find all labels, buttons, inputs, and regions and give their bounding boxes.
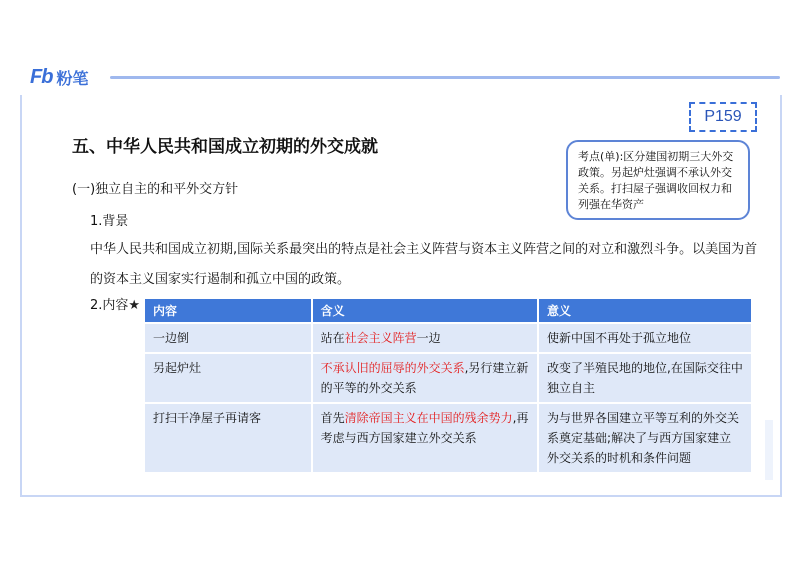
subheading-policy: (一)独立自主的和平外交方针 xyxy=(72,182,239,197)
meaning-cell xyxy=(312,323,538,353)
exam-point-note: 考点(单):区分建国初期三大外交政策。另起炉灶强调不承认外交关系。打扫屋子强调收回权力和列强在华资产 xyxy=(566,140,750,220)
header-significance: 意义 xyxy=(538,299,751,323)
brand-mark: Fb xyxy=(30,66,53,88)
background-paragraph: 中华人民共和国成立初期,国际关系最突出的特点是社会主义阵营与资本主义阵营之间的对立和激烈斗争。以美国为首的资本主义国家实行遏制和孤立中国的政策。 xyxy=(90,242,758,287)
significance-cell: 使新中国不再处于孤立地位 xyxy=(538,323,751,353)
subheading-background: 1.背景 xyxy=(90,214,129,229)
table-row xyxy=(145,403,751,472)
meaning-text: ,再考虑与西方国家建立外交关系 xyxy=(320,411,529,445)
policy-cell: 另起炉灶 xyxy=(145,353,312,403)
header-divider xyxy=(110,76,780,79)
page-number-tag: P159 xyxy=(689,102,757,132)
meaning-text: ,另行建立新的平等的外交关系 xyxy=(320,361,529,395)
table-row xyxy=(145,353,751,403)
decorative-bar xyxy=(765,420,773,480)
meaning-text: 一边 xyxy=(416,331,441,345)
policy-cell: 一边倒 xyxy=(145,323,312,353)
meaning-cell xyxy=(312,403,538,472)
star-icon: ★ xyxy=(128,298,141,313)
meaning-highlight: 不承认旧的屈辱的外交关系 xyxy=(320,361,465,375)
section-title: 五、中华人民共和国成立初期的外交成就 xyxy=(72,137,378,157)
meaning-cell xyxy=(312,353,538,403)
table-header-row xyxy=(145,299,751,323)
significance-cell: 改变了半殖民地的地位,在国际交往中独立自主 xyxy=(538,353,751,403)
brand-logo xyxy=(30,66,88,89)
header-content: 内容 xyxy=(145,299,312,323)
policy-cell: 打扫干净屋子再请客 xyxy=(145,403,312,472)
brand-name: 粉笔 xyxy=(56,69,89,88)
meaning-text: 站在 xyxy=(320,331,345,345)
meaning-highlight: 清除帝国主义在中国的残余势力 xyxy=(344,411,513,425)
significance-cell: 为与世界各国建立平等互利的外交关系奠定基础;解决了与西方国家建立外交关系的时机和条件问题 xyxy=(538,403,751,472)
meaning-text: 首先 xyxy=(320,411,345,425)
subheading-content-label: 2.内容 xyxy=(90,298,129,313)
policy-table xyxy=(145,299,751,472)
meaning-highlight: 社会主义阵营 xyxy=(344,331,417,345)
subheading-content xyxy=(90,294,140,313)
table-row xyxy=(145,323,751,353)
header-meaning: 含义 xyxy=(312,299,538,323)
